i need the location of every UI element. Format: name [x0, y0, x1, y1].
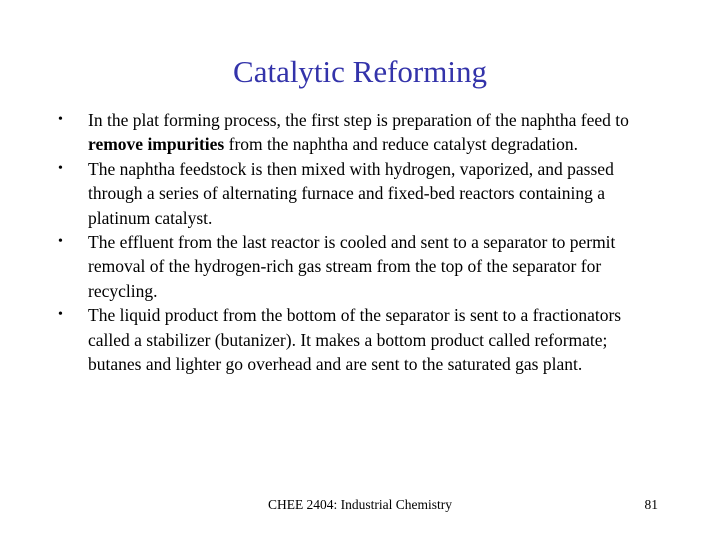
- bullet-item: [58, 303, 658, 376]
- bullet-list: [58, 108, 658, 376]
- page-number: 81: [644, 497, 658, 512]
- bullet-text-part: from the naphtha and reduce catalyst degradation.: [224, 134, 578, 155]
- bullet-text: The liquid product from the bottom of the separator is sent to a fractionators called a stabilizer (butanizer). It makes a bottom product called reformate; butanes and lighter go overhead and are sent to the saturated gas plant.: [88, 305, 622, 375]
- bullet-item: [58, 157, 658, 230]
- bullet-marker: •: [58, 112, 63, 127]
- slide-title: Catalytic Reforming: [233, 54, 487, 89]
- bullet-marker: •: [58, 234, 63, 250]
- bullet-text-bold: remove impurities: [88, 134, 225, 155]
- slide-footer: CHEE 2404: Industrial Chemistry: [267, 497, 453, 512]
- bullet-marker: •: [58, 307, 63, 323]
- bullet-text: The effluent from the last reactor is cooled and sent to a separator to permit removal of the hydrogen-rich gas stream from the top of the separator for recycling.: [88, 232, 616, 301]
- bullet-item: [58, 230, 658, 303]
- bullet-item: [58, 108, 658, 157]
- bullet-text: The naphtha feedstock is then mixed with hydrogen, vaporized, and passed through a series of alternating furnace and fixed-bed reactors containing a platinum catalyst.: [88, 158, 614, 228]
- bullet-marker: •: [58, 160, 63, 176]
- bullet-text-part: In the plat forming process, the first step is preparation of the naphtha feed to: [88, 110, 629, 130]
